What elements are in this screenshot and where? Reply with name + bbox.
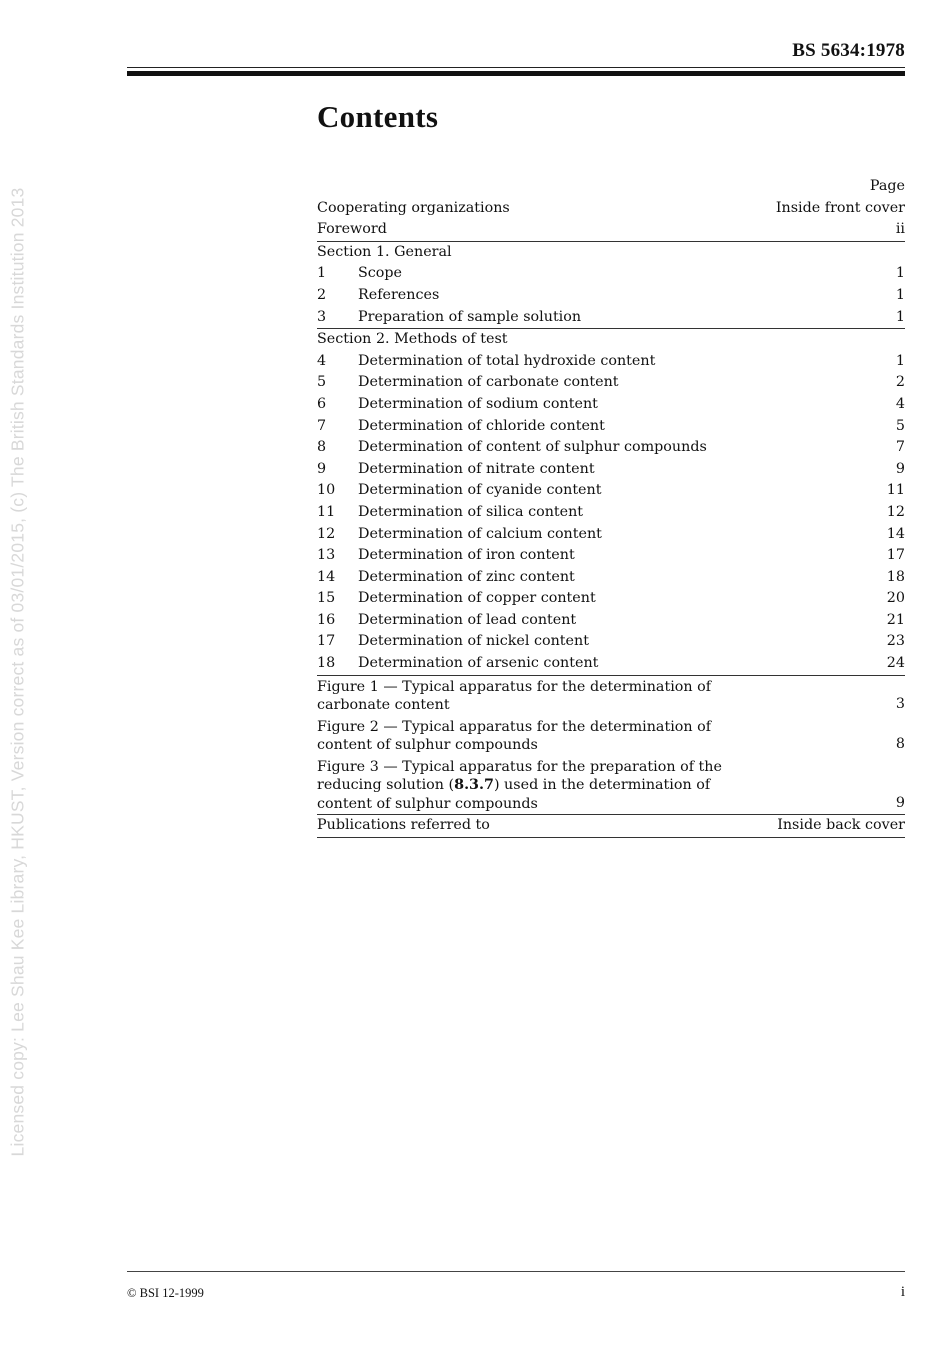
toc-entry[interactable] xyxy=(317,610,905,632)
toc-page-header-row xyxy=(317,176,905,198)
figure-caption-line: content of sulphur compounds xyxy=(317,795,538,812)
section-heading: Section 2. Methods of test xyxy=(317,331,508,348)
toc-entry-title: Publications referred to xyxy=(317,817,490,834)
toc-figure-entry[interactable] xyxy=(317,756,905,816)
toc-entry-title: Determination of content of sulphur compounds xyxy=(358,439,707,456)
toc-entry[interactable] xyxy=(317,219,905,242)
toc-entry-page: ii xyxy=(895,221,905,238)
clause-number: 11 xyxy=(317,503,336,520)
section-2-heading-row xyxy=(317,329,905,351)
toc-entry-page: 1 xyxy=(895,286,905,303)
toc-entry-title: Determination of cyanide content xyxy=(358,482,602,499)
toc-entry[interactable] xyxy=(317,307,905,330)
toc-entry-page: 9 xyxy=(895,794,905,811)
clause-number: 6 xyxy=(317,395,327,412)
toc-entry-page: 1 xyxy=(895,265,905,282)
toc-entry-title: Determination of nitrate content xyxy=(358,460,595,477)
toc-entry-title: Determination of copper content xyxy=(358,590,596,607)
toc-entry[interactable] xyxy=(317,567,905,589)
standard-number: BS 5634:1978 xyxy=(792,40,905,61)
clause-number: 18 xyxy=(317,655,336,672)
toc-entry-title: Determination of arsenic content xyxy=(358,655,599,672)
toc-figure-entry[interactable] xyxy=(317,676,905,716)
toc-entry-title: Determination of sodium content xyxy=(358,395,598,412)
toc-entry-page: 24 xyxy=(886,655,905,672)
toc-figure-entry[interactable] xyxy=(317,716,905,756)
toc-entry-page: 20 xyxy=(886,590,905,607)
table-of-contents xyxy=(317,176,905,838)
toc-entry[interactable] xyxy=(317,372,905,394)
figure-caption-line: reducing solution (8.3.7) used in the determination of xyxy=(317,777,711,794)
toc-entry[interactable] xyxy=(317,394,905,416)
section-heading: Section 1. General xyxy=(317,243,452,260)
figure-caption-line: Figure 2 — Typical apparatus for the determination of xyxy=(317,718,712,735)
clause-number: 1 xyxy=(317,265,327,282)
footer-rule xyxy=(127,1271,905,1272)
toc-entry[interactable] xyxy=(317,653,905,676)
figure-caption-line: content of sulphur compounds xyxy=(317,737,538,754)
toc-entry-title: Determination of total hydroxide content xyxy=(358,352,656,369)
toc-entry[interactable] xyxy=(317,524,905,546)
clause-number: 14 xyxy=(317,568,336,585)
figure-caption-line: Figure 1 — Typical apparatus for the determination of xyxy=(317,678,712,695)
toc-entry-page: Inside back cover xyxy=(777,817,905,834)
clause-number: 5 xyxy=(317,374,327,391)
toc-entry[interactable] xyxy=(317,437,905,459)
toc-entry-page: 3 xyxy=(895,696,905,713)
toc-entry[interactable] xyxy=(317,502,905,524)
clause-number: 16 xyxy=(317,611,336,628)
clause-number: 15 xyxy=(317,590,336,607)
clause-number: 8 xyxy=(317,439,327,456)
page-column-header: Page xyxy=(869,178,905,194)
toc-entry[interactable] xyxy=(317,416,905,438)
toc-entry-title: Cooperating organizations xyxy=(317,199,510,216)
toc-entry-page: 12 xyxy=(886,503,905,520)
toc-entry-page: 5 xyxy=(895,417,905,434)
toc-entry[interactable] xyxy=(317,263,905,285)
toc-entry[interactable] xyxy=(317,545,905,567)
toc-entry-page: Inside front cover xyxy=(775,199,905,216)
toc-entry-title: Determination of lead content xyxy=(358,611,577,628)
toc-entry[interactable] xyxy=(317,351,905,373)
toc-entry[interactable] xyxy=(317,588,905,610)
toc-entry-page: 18 xyxy=(886,568,905,585)
toc-entry[interactable] xyxy=(317,459,905,481)
toc-entry-title: Determination of carbonate content xyxy=(358,374,619,391)
toc-entry-page: 2 xyxy=(895,374,905,391)
clause-number: 10 xyxy=(317,482,336,499)
copyright-notice: © BSI 12-1999 xyxy=(127,1286,204,1300)
toc-entry[interactable] xyxy=(317,285,905,307)
clause-number: 12 xyxy=(317,525,336,542)
license-watermark: Licensed copy: Lee Shau Kee Library, HKUST, Version correct as of 03/01/2015, (c) The British Standards Institution 2013 xyxy=(7,187,28,1157)
toc-entry-title: Scope xyxy=(358,265,403,282)
page-title: Contents xyxy=(317,99,439,134)
figure-caption-line: Figure 3 — Typical apparatus for the preparation of the xyxy=(317,758,722,775)
toc-entry[interactable] xyxy=(317,480,905,502)
toc-entry-title: Determination of calcium content xyxy=(358,525,602,542)
toc-entry-page: 1 xyxy=(895,352,905,369)
toc-entry[interactable] xyxy=(317,631,905,653)
toc-entry-page: 8 xyxy=(895,736,905,753)
clause-number: 7 xyxy=(317,417,327,434)
clause-number: 2 xyxy=(317,286,327,303)
header-rule-thin xyxy=(127,67,905,68)
toc-entry-page: 7 xyxy=(895,439,905,456)
figure-caption-line: carbonate content xyxy=(317,697,450,714)
toc-entry-page: 17 xyxy=(886,547,905,564)
toc-entry[interactable] xyxy=(317,815,905,838)
clause-number: 4 xyxy=(317,352,327,369)
header-rule-thick xyxy=(127,71,905,76)
page-number: i xyxy=(900,1284,905,1300)
toc-entry-page: 21 xyxy=(886,611,905,628)
toc-entry-title: Determination of zinc content xyxy=(358,568,575,585)
section-1-heading-row xyxy=(317,242,905,264)
clause-number: 13 xyxy=(317,547,336,564)
toc-entry-page: 4 xyxy=(895,395,905,412)
toc-entry-title: Preparation of sample solution xyxy=(358,308,582,325)
toc-entry[interactable] xyxy=(317,198,905,220)
clause-number: 3 xyxy=(317,308,327,325)
toc-entry-title: Determination of nickel content xyxy=(358,633,589,650)
toc-entry-page: 23 xyxy=(886,633,905,650)
clause-number: 17 xyxy=(317,633,336,650)
toc-entry-page: 14 xyxy=(886,525,905,542)
clause-reference: 8.3.7 xyxy=(454,777,494,794)
toc-entry-title: Determination of iron content xyxy=(358,547,575,564)
toc-entry-page: 11 xyxy=(886,482,905,499)
toc-entry-page: 1 xyxy=(895,308,905,325)
toc-entry-page: 9 xyxy=(895,460,905,477)
toc-entry-title: References xyxy=(358,286,440,303)
clause-number: 9 xyxy=(317,460,327,477)
toc-entry-title: Determination of silica content xyxy=(358,503,584,520)
toc-entry-title: Foreword xyxy=(317,221,387,238)
toc-entry-title: Determination of chloride content xyxy=(358,417,605,434)
